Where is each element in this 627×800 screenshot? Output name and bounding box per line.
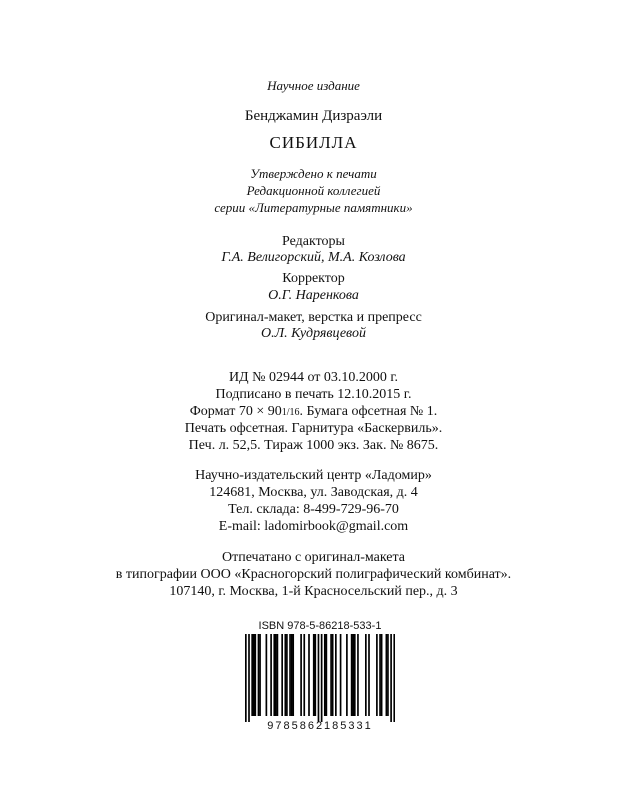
format-prefix: Формат 70 × 90	[189, 404, 282, 419]
barcode-bar	[351, 634, 353, 716]
id-line: ИД № 02944 от 03.10.2000 г.	[228, 370, 399, 385]
sheets-line: Печ. л. 52,5. Тираж 1000 экз. Зак. № 8675.	[188, 438, 439, 453]
isbn-label: ISBN 978-5-86218-533-1	[258, 620, 382, 632]
barcode-bar	[248, 634, 250, 722]
barcode-bar	[376, 634, 378, 716]
barcode-bar	[332, 634, 334, 716]
approval-line-2: Редакционной коллегией	[246, 183, 381, 198]
barcode-bars	[245, 634, 395, 722]
barcode-bar	[284, 634, 286, 716]
barcode-bar	[357, 634, 359, 716]
publisher-address: 124681, Москва, ул. Заводская, д. 4	[209, 485, 418, 500]
barcode-bar	[386, 634, 388, 716]
barcode-bar	[321, 634, 323, 722]
barcode-bar	[326, 634, 328, 716]
barcode-bar	[300, 634, 302, 716]
publisher-email: E-mail: ladomirbook@gmail.com	[218, 519, 409, 534]
barcode-bar	[270, 634, 272, 716]
editors-label: Редакторы	[282, 234, 345, 249]
barcode-bar	[390, 634, 392, 722]
barcode-bar	[253, 634, 255, 716]
printing-line-1: Отпечатано с оригинал-макета	[221, 550, 406, 565]
barcode-bar	[292, 634, 294, 716]
book-title: СИБИЛЛА	[269, 133, 358, 152]
layout-label: Оригинал-макет, верстка и препресс	[205, 310, 422, 325]
approval-line-1: Утверждено к печати	[250, 166, 377, 181]
print-line: Печать офсетная. Гарнитура «Баскервиль».	[184, 421, 443, 436]
barcode-bar	[291, 634, 293, 716]
barcode-bar	[365, 634, 367, 716]
corrector-name: О.Г. Наренкова	[268, 288, 359, 303]
publisher-phone: Тел. склада: 8-499-729-96-70	[228, 502, 399, 517]
format-suffix: . Бумага офсетная № 1.	[299, 404, 438, 419]
format-line	[0, 404, 627, 420]
barcode-bar	[273, 634, 275, 716]
barcode-bar	[275, 634, 277, 716]
barcode-bar	[379, 634, 381, 716]
printing-line-3: 107140, г. Москва, 1-й Красносельский пер., д. 3	[169, 584, 458, 599]
signed-line: Подписано в печать 12.10.2015 г.	[215, 387, 412, 402]
barcode-bar	[281, 634, 283, 716]
isbn-barcode	[245, 620, 395, 740]
printing-line-2: в типографии ООО «Красногорский полиграфический комбинат».	[115, 567, 512, 582]
barcode-bar	[340, 634, 342, 716]
author-name: Бенджамин Дизраэли	[244, 108, 383, 124]
barcode-bar	[259, 634, 261, 716]
barcode-bar	[314, 634, 316, 716]
barcode-bar	[393, 634, 395, 722]
barcode-bar	[318, 634, 320, 722]
barcode-bar	[387, 634, 389, 716]
barcode-bar	[277, 634, 279, 716]
ean-digits: 9785862185331	[267, 720, 373, 732]
barcode-bar	[381, 634, 383, 716]
barcode-bar	[286, 634, 288, 716]
barcode-bar	[289, 634, 291, 716]
barcode-bar	[245, 634, 247, 722]
barcode-bar	[335, 634, 337, 716]
barcode-bar	[266, 634, 268, 716]
barcode-bar	[346, 634, 348, 716]
publisher-name: Научно-издательский центр «Ладомир»	[195, 468, 432, 483]
barcode-bar	[324, 634, 326, 716]
barcode-bar	[251, 634, 253, 716]
barcode-bar	[258, 634, 260, 716]
editors-names: Г.А. Велигорский, М.А. Козлова	[221, 250, 406, 265]
barcode-bar	[368, 634, 370, 716]
barcode-bar	[303, 634, 305, 716]
barcode-bar	[313, 634, 315, 716]
barcode-bar	[254, 634, 256, 716]
layout-name: О.Л. Кудрявцевой	[261, 326, 366, 341]
corrector-label: Корректор	[282, 271, 345, 286]
approval-line-3: серии «Литературные памятники»	[214, 200, 413, 215]
edition-type: Научное издание	[267, 78, 360, 93]
barcode-bar	[308, 634, 310, 716]
barcode-bar	[352, 634, 354, 716]
barcode-bar	[330, 634, 332, 716]
format-fraction: 1/16	[281, 407, 300, 418]
barcode-bar	[354, 634, 356, 716]
